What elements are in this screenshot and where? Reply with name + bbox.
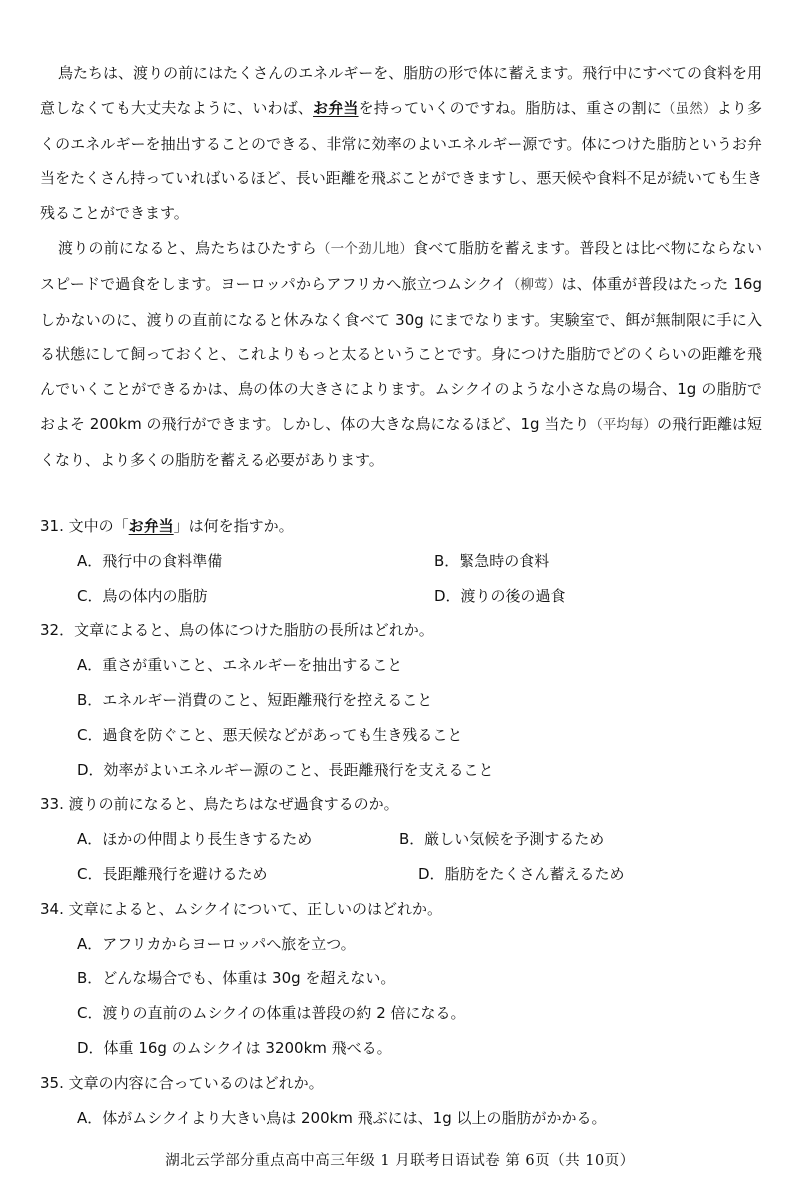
- q32-option-c: C．過食を防ぐこと、悪天候などがあっても生き残ること: [77, 725, 463, 744]
- question-33-options-row-1: [40, 822, 762, 857]
- p2-note-2: （柳莺）: [506, 276, 562, 293]
- p2-note-1: （一个劲儿地）: [316, 240, 414, 257]
- q33-option-c: C．長距離飛行を避けるため: [77, 864, 268, 883]
- question-31-options-row-2: [40, 579, 762, 614]
- q31-stem-post: 」は何を指すか。: [173, 517, 294, 535]
- q33-option-a: A．ほかの仲間より長生きするため: [77, 830, 313, 849]
- q31-option-c: C．鳥の体内の脂肪: [77, 586, 208, 605]
- p1-text-3: より多くのエネルギーを抽出することのできる、非常に効率のよいエネルギー源です。体につけた脂肪というお弁当をたくさん持っていればいるほど、長い距離を飛ぶことができますし、悪天候や食料不足が続いても生き残ることができます。: [40, 98, 762, 223]
- q31-option-d: D．渡りの後の過食: [434, 586, 566, 605]
- question-31-stem: [40, 509, 762, 544]
- p2-note-3: （平均每）: [589, 416, 657, 433]
- question-33-stem: 33. 渡りの前になると、鳥たちはなぜ過食するのか。: [40, 795, 399, 814]
- p1-note-1: （虽然）: [661, 100, 717, 117]
- question-33-options-row-2: [40, 857, 762, 892]
- question-34-stem: 34. 文章によると、ムシクイについて、正しいのはどれか。: [40, 899, 442, 918]
- q32-option-a: A．重さが重いこと、エネルギーを抽出すること: [77, 656, 403, 675]
- question-32-stem: 32．文章によると、鳥の体につけた脂肪の長所はどれか。: [40, 621, 434, 640]
- passage-paragraph-2: [40, 231, 762, 478]
- q34-option-b: B．どんな場合でも、体重は 30g を超えない。: [77, 969, 396, 988]
- passage-paragraph-1: [40, 56, 762, 231]
- p2-text-1: 渡りの前になると、鳥たちはひたすら: [58, 238, 317, 257]
- q32-option-b: B．エネルギー消費のこと、短距離飛行を控えること: [77, 690, 433, 709]
- q31-option-a: A．飛行中の食料準備: [77, 551, 223, 570]
- p2-text-3: は、体重が普段はたった 16g しかないのに、渡りの直前になると休みなく食べて 30g にまでなります。実験室で、餌が無制限に手に入る状態にして飼っておくと、これよりもっと太るということです。身につけた脂肪でどのくらいの距離を飛んでいくことができるかは、鳥の体の大きさによります。ムシクイのような小さな鳥の場合、1g の脂肪でおよそ 200km の飛行ができます。しかし、体の大きな鳥になるほど、1g 当たり: [40, 274, 763, 433]
- q34-option-a: A．アフリカからヨーロッパへ旅を立つ。: [77, 934, 356, 953]
- reading-passage: [40, 56, 762, 478]
- q33-option-d: D．脂肪をたくさん蓄えるため: [418, 864, 625, 883]
- question-list: [40, 509, 762, 1135]
- page-footer: 湖北云学部分重点高中高三年级 1 月联考日语试卷 第 6页（共 10页）: [165, 1153, 635, 1169]
- q34-option-c: C．渡りの直前のムシクイの体重は普段の約 2 倍になる。: [77, 1004, 466, 1023]
- p2-text-4: の飛行距離は短くなり、より多くの脂肪を蓄える必要があります。: [40, 414, 762, 469]
- p1-text-1: 鳥たちは、渡りの前にはたくさんのエネルギーを、脂肪の形で体に蓄えます。飛行中にすべての食料を用意しなくても大丈夫なように、いわば、: [40, 64, 762, 117]
- q33-option-b: B．厳しい気候を予測するため: [399, 830, 605, 849]
- q32-option-d: D．効率がよいエネルギー源のこと、長距離飛行を支えること: [77, 760, 494, 779]
- bento-keyword: お弁当: [313, 98, 359, 117]
- q34-option-d: D．体重 16g のムシクイは 3200km 飛べる。: [77, 1038, 392, 1057]
- q31-stem-keyword: お弁当: [128, 517, 174, 535]
- q35-option-a: A．体がムシクイより大きい鳥は 200km 飛ぶには、1g 以上の脂肪がかかる。: [77, 1108, 607, 1127]
- p2-text-2: 食べて脂肪を蓄えます。普段とは比べ物にならないスピードで過食をします。ヨーロッパからアフリカへ旅立つムシクイ: [40, 238, 762, 293]
- p1-text-2: を持っていくのですね。脂肪は、重さの割に: [358, 98, 662, 117]
- question-35-stem: 35. 文章の内容に合っているのはどれか。: [40, 1073, 324, 1092]
- q31-stem-pre: 31. 文中の「: [40, 517, 129, 535]
- q31-option-b: B．緊急時の食料: [434, 551, 550, 570]
- question-31-options-row-1: [40, 544, 762, 579]
